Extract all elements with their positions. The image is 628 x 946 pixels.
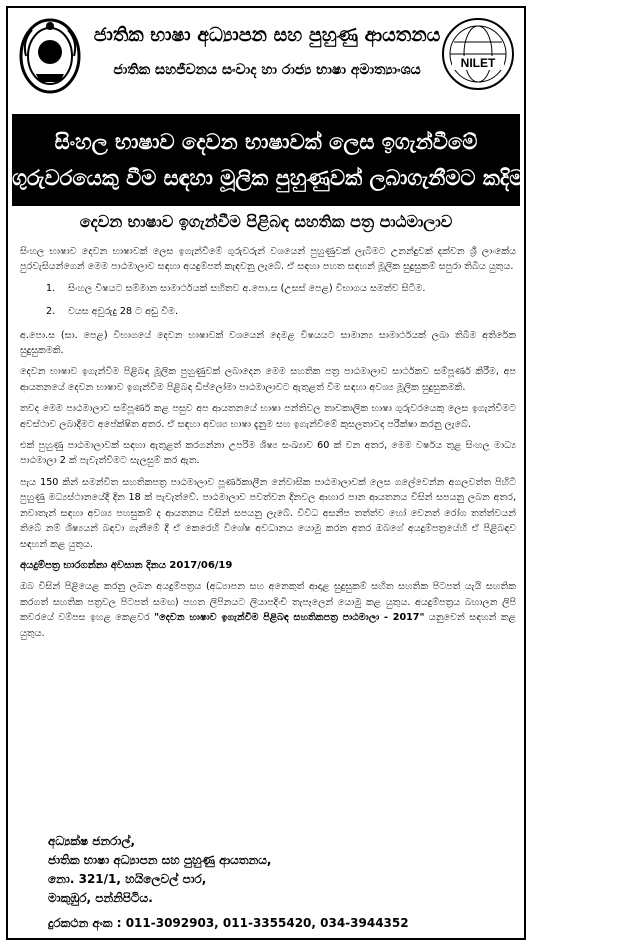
requirements-list — [46, 281, 516, 320]
banner-line-2: ගුරුවරයෙකු වීම සඳහා මූලික පුහුණුවක් ලබාගැනීමට කදිම අවස්ථාවක් — [12, 166, 628, 190]
list-number: 1. — [46, 282, 56, 294]
closing-paragraph — [20, 579, 516, 641]
logo-text: NILET — [460, 56, 496, 70]
address-line: මාකුඹුර, පන්නිපිටිය. — [48, 891, 153, 905]
paragraph: දෙවන භාෂාව ඉගැන්වීම පිළිබඳ මූලික පුහුණුවක් ලබාදෙන මෙම සහතික පත්‍ර පාඨමාලාව සාර්ථකව සම්පූර්ණ කිරීම, අප ආයතනයේ දෙවන භාෂාව ඉගැන්වීම පිළිබඳ ඩිප්ලෝමා පාඨමාලාවට ඇතුළත් වීම සඳහා අවශ්‍ය මූලික සුදුසුකමකි. — [20, 366, 516, 393]
intro-paragraph: සිංහල භාෂාව දෙවන භාෂාවක් ලෙස ඉගැන්වීමේ ගුරුවරුන් වශයෙන් පුහුණුවක් ලැබීමට උනන්දුවක් දක්වන ශ්‍රී ලාංකේය පුරවැසියන්ගෙන් මෙම පාඨමාලාව සඳහා අයදුම්පත් කැඳවනු ලැබේ. ඒ සඳහා පහත සඳහන් මූලික සුදුසුකම් සපුරා තිබිය යුතුය. — [20, 246, 516, 273]
nilet-logo-icon — [440, 16, 516, 92]
address-line: අධ්‍යක්ෂ ජනරාල්, — [48, 834, 136, 848]
envelope-label: "දෙවන භාෂාව ඉගැන්වීම පිළිබඳ සහතිකපත්‍ර පාඨමාලා - 2017" — [154, 612, 425, 624]
sri-lanka-emblem-icon — [18, 16, 82, 98]
phone-numbers: දුරකථන අංක : 011-3092903, 011-3355420, 034-3944352 — [48, 916, 409, 930]
address-line: නො. 321/1, හයිලෙවල් පාර, — [48, 872, 207, 886]
advertisement-body — [20, 244, 516, 647]
application-deadline: අයදුම්පත්‍ර භාරගන්නා අවසාන දිනය 2017/06/19 — [20, 559, 233, 571]
list-text: සිංහල විෂයට සම්මාන සාමාර්ථයක් සහිතව අ.පො.ස (උසස් පෙළ) විභාගය සමත්ව සිටීම. — [68, 282, 426, 294]
list-item — [46, 304, 516, 319]
organization-name: ජාතික භාෂා අධ්‍යාපන සහ පුහුණු ආයතනය — [93, 24, 441, 46]
paragraph: පැය 150 කින් සමන්විත සහතිකපත්‍ර පාඨමාලාව පූර්ණකාලීන නේවාසික පාඨමාලාවක් ලෙස ගලේවෙන්න අගලවත්ත පිහිටි පුහුණු මධ්‍යස්ථානයේදී දින 18 ක් පැවැත්වේ. පාඨමාලාව පවත්වන දිනවල ආහාර පාන ආයතනය විසින් සපයනු ලබන අතර, නවාතැන් සඳහා අවශ්‍ය පහසුකම් ද ආයතනය විසින් සපයනු ලැබේ. විවිධ අසනීප තත්ත්ව හෝ වෙනත් රෝග තත්ත්වයන් තිබේ නම් ශිෂ්‍යයන් බඳවා ගැනීමේ දී ඒ කෙරෙහි විශේෂ අවධානය යොමු කරන අතර ඔබගේ අයදුම්පත්‍රයේහි ඒ පිළිබඳව සඳහන් කළ යුතුය. — [20, 476, 516, 550]
header — [8, 8, 524, 108]
closing-text: ඔබ විසින් පිළියෙළ කරනු ලබන අයදුම්පත්‍රය (අධ්‍යාපන සහ අනෙකුත් ආදාළ සුදුසුකම් සහිත සහතික පිටපත් යැයි සහතික කරගත් සහතික පත්‍රවල පිටපත් සමඟ) පහත ලිපිනයට ලියාපදිංචි තැපෑලෙන් යොමු කළ යුතුය. අයදුම්පත්‍රය බහාලන ලිපි කවරයේ වම්පස ඉහළ කෙළවර — [20, 581, 516, 624]
address-line: ජාතික භාෂා අධ්‍යාපන සහ පුහුණු ආයතනය, — [48, 853, 272, 867]
paragraph: අ.පො.ස (සා. පෙළ) විභාගයේ දෙවන භාෂාවක් වශයෙන් දෙමළ විෂයයට සාමාන්‍ය සාමාර්ථයක් ලබා තිබීම අතිරේක සුදුසුකමකි. — [20, 329, 516, 357]
paragraph: එක් පුහුණු පාඨමාලාවක් සඳහා ඇතුළත් කරගන්නා උපරිම ශිෂ්‍ය සංඛ්‍යාව 60 ක් වන අතර, මෙම වර්ෂය තුළ සිංහල මාධ්‍ය පාඨමාලා 2 ක් පැවැත්වීමට සැලසුම් කර ඇත. — [20, 440, 516, 467]
closing-text-end: යනුවෙන් සඳහන් කළ යුතුය. — [20, 612, 516, 639]
list-item — [46, 281, 516, 296]
advertisement-frame — [6, 6, 628, 940]
banner-line-1: සිංහල භාෂාව දෙවන භාෂාවක් ලෙස ඉගැන්වීමේ — [54, 130, 478, 154]
list-text: වයස අවුරුදු 28 ට අඩු වීම. — [68, 306, 178, 318]
ministry-name: ජාතික සහජීවනය සංවාද හා රාජ්‍ය භාෂා අමාත්‍යාංශය — [113, 62, 421, 78]
announcement-banner — [12, 114, 628, 206]
course-title: දෙවන භාෂාව ඉගැන්වීම පිළිබඳ සහතික පත්‍ර පාඨමාලාව — [79, 212, 453, 231]
list-number: 2. — [46, 306, 56, 318]
postal-address — [48, 832, 271, 908]
paragraph: තවද මෙම පාඨමාලාව සම්පූර්ණ කළ පසුව අප ආයතනයේ භාෂා පන්තිවල තාවකාලික භාෂා ගුරුවරයෙකු ලෙස ඉගැන්වීමට අවස්ථාව ලබාදීමට අපේක්ෂිත අතර. ඒ සඳහා අවශ්‍ය භාෂා දැනුම සහ ඉගැන්වීමේ කුසලතාවද පරීක්ෂා කරනු ලැබේ. — [20, 403, 516, 430]
